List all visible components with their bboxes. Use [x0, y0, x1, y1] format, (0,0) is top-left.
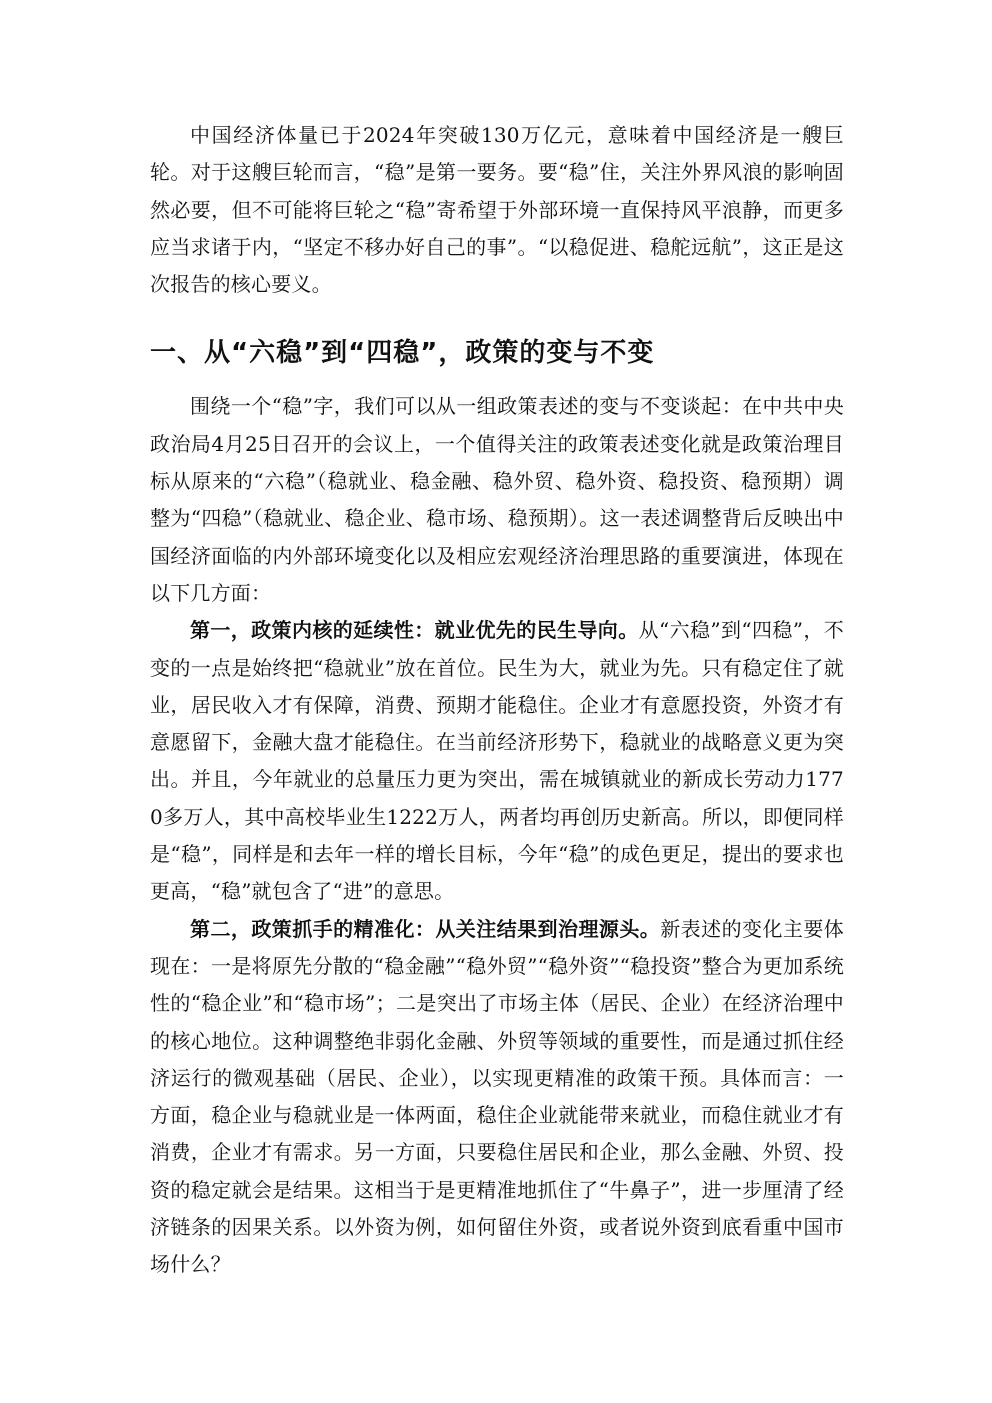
point-1-text: 从“六稳”到“四稳”，不变的一点是始终把“稳就业”放在首位。民生为大，就业为先。只有稳定住了就业，居民收入才有保障，消费、预期才能稳住。企业才有意愿投资，外资才有意愿留下，金融大盘才能稳住。在当前经济形势下，稳就业的战略意义更为突出。并且，今年就业的总量压力更为突出，需在城镇就业的新成长劳动力1770多万人，其中高校毕业生1222万人，两者均再创历史新高。所以，即便同样是“稳”，同样是和去年一样的增长目标，今年“稳”的成色更足，提出的要求也更高，“稳”就包含了“进”的意思。	[150, 618, 844, 904]
point-2-paragraph	[150, 911, 844, 1284]
intro-paragraph: 中国经济体量已于2024年突破130万亿元，意味着中国经济是一艘巨轮。对于这艘巨轮而言，“稳”是第一要务。要“稳”住，关注外界风浪的影响固然必要，但不可能将巨轮之“稳”寄希望于外部环境一直保持风平浪静，而更多应当求诸于内，“坚定不移办好自己的事”。“以稳促进、稳舵远航”，这正是这次报告的核心要义。	[150, 123, 844, 297]
point-1-paragraph	[150, 612, 844, 910]
section-heading: 一、从“六稳”到“四稳”，政策的变与不变	[150, 338, 655, 369]
point-1-lead: 第一，政策内核的延续性：就业优先的民生导向。	[190, 618, 639, 643]
point-2-text: 新表述的变化主要体现在：一是将原先分散的“稳金融”“稳外贸”“稳外资”“稳投资”整合为更加系统性的“稳企业”和“稳市场”；二是突出了市场主体（居民、企业）在经济治理中的核心地位。这种调整绝非弱化金融、外贸等领域的重要性，而是通过抓住经济运行的微观基础（居民、企业），以实现更精准的政策干预。具体而言：一方面，稳企业与稳就业是一体两面，稳住企业就能带来就业，而稳住就业才有消费，企业才有需求。另一方面，只要稳住居民和企业，那么金融、外贸、投资的稳定就会是结果。这相当于是更精准地抓住了“牛鼻子”，进一步厘清了经济链条的因果关系。以外资为例，如何留住外资，或者说外资到底看重中国市场什么？	[150, 916, 844, 1277]
point-2-lead: 第二，政策抓手的精准化：从关注结果到治理源头。	[190, 916, 661, 941]
section-paragraph-1: 围绕一个“稳”字，我们可以从一组政策表述的变与不变谈起：在中共中央政治局4月25日召开的会议上，一个值得关注的政策表述变化就是政策治理目标从原来的“六稳”（稳就业、稳金融、稳外贸、稳外资、稳投资、稳预期）调整为“四稳”（稳就业、稳企业、稳市场、稳预期）。这一表述调整背后反映出中国经济面临的内外部环境变化以及相应宏观经济治理思路的重要演进，体现在以下几方面：	[150, 394, 844, 605]
document-page	[150, 117, 844, 1284]
